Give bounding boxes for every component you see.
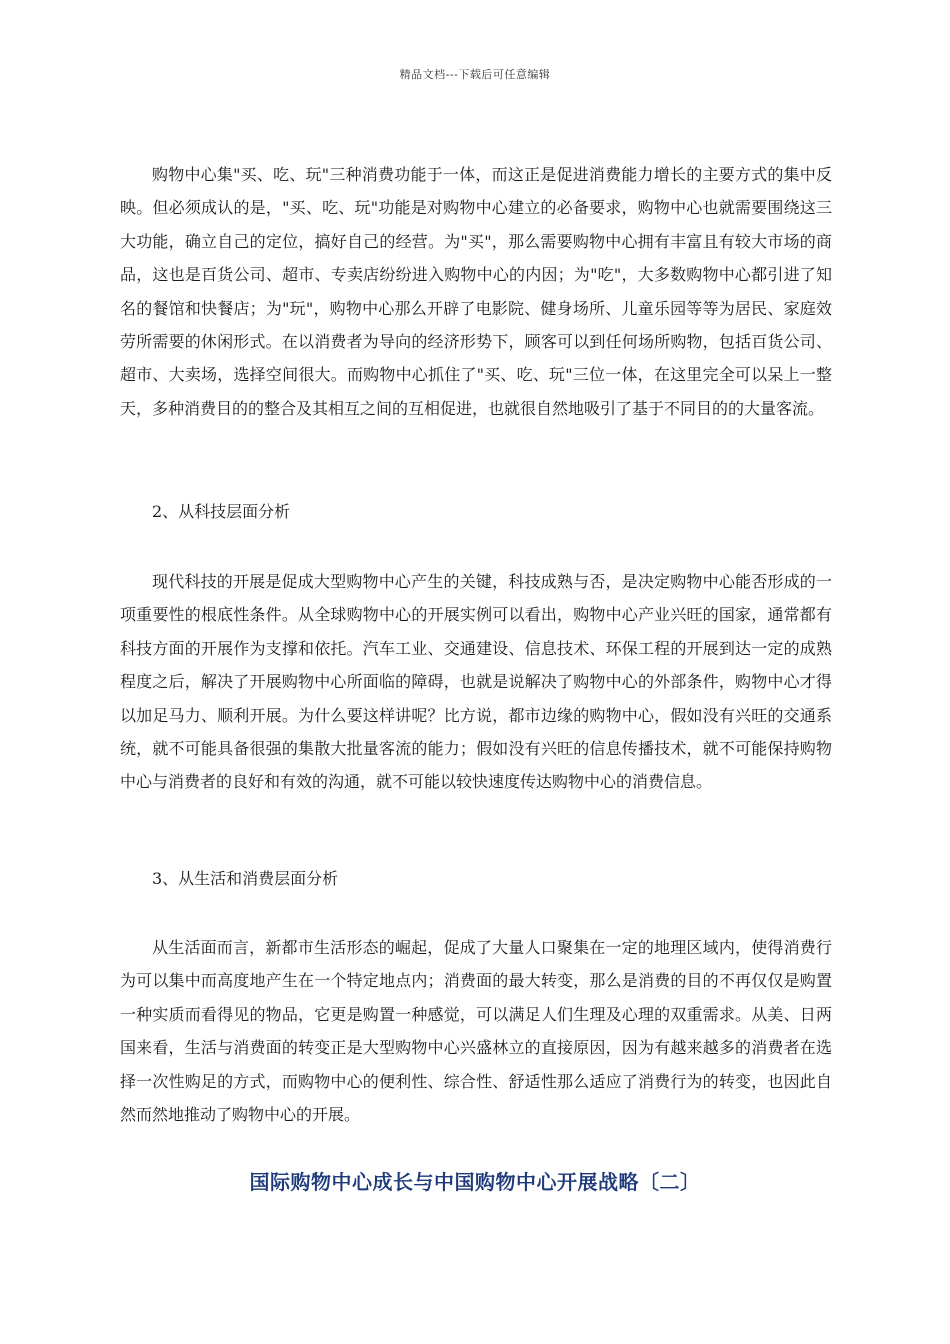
paragraph-life-consumption: 从生活面而言，新都市生活形态的崛起，促成了大量人口聚集在一定的地理区域内，使得消费行为可以集中而高度地产生在一个特定地点内；消费面的最大转变，那么是消费的目的不再仅仅是购置一种实质而看得见的物品，它更是购置一种感觉，可以满足人们生理及心理的双重需求。从美、日两国来看，生活与消费面的转变正是大型购物中心兴盛林立的直接原因，因为有越来越多的消费者在选择一次性购足的方式，而购物中心的便利性、综合性、舒适性那么适应了消费行为的转变，也因此自然而然地推动了购物中心的开展。 [120, 938, 832, 1125]
heading-life-consumption: 3、从生活和消费层面分析 [152, 869, 339, 888]
section-title: 国际购物中心成长与中国购物中心开展战略〔二〕 [249, 1170, 701, 1194]
paragraph-technology: 现代科技的开展是促成大型购物中心产生的关键，科技成熟与否，是决定购物中心能否形成的一项重要性的根底性条件。从全球购物中心的开展实例可以看出，购物中心产业兴旺的国家，通常都有科技方面的开展作为支撑和依托。汽车工业、交通建设、信息技术、环保工程的开展到达一定的成熟程度之后，解决了开展购物中心所面临的障碍，也就是说解决了购物中心的外部条件，购物中心才得以加足马力、顺利开展。为什么要这样讲呢？比方说，都市边缘的购物中心，假如没有兴旺的交通系统，就不可能具备很强的集散大批量客流的能力；假如没有兴旺的信息传播技术，就不可能保持购物中心与消费者的良好和有效的沟通，就不可能以较快速度传达购物中心的消费信息。 [120, 572, 832, 792]
paragraph-shopping-functions: 购物中心集"买、吃、玩"三种消费功能于一体，而这正是促进消费能力增长的主要方式的集中反映。但必须成认的是，"买、吃、玩"功能是对购物中心建立的必备要求，购物中心也就需要围绕这三大功能，确立自己的定位，搞好自己的经营。为"买"，那么需要购物中心拥有丰富且有较大市场的商品，这也是百货公司、超市、专卖店纷纷进入购物中心的内因；为"吃"，大多数购物中心都引进了知名的餐馆和快餐店；为"玩"，购物中心那么开辟了电影院、健身场所、儿童乐园等等为居民、家庭效劳所需要的休闲形式。在以消费者为导向的经济形势下，顾客可以到任何场所购物，包括百货公司、超市、大卖场，选择空间很大。而购物中心抓住了"买、吃、玩"三位一体，在这里完全可以呆上一整天，多种消费目的的整合及其相互之间的互相促进，也就很自然地吸引了基于不同目的的大量客流。 [120, 165, 832, 418]
page-header: 精品文档---下载后可任意编辑 [399, 68, 551, 81]
heading-technology: 2、从科技层面分析 [152, 502, 291, 521]
